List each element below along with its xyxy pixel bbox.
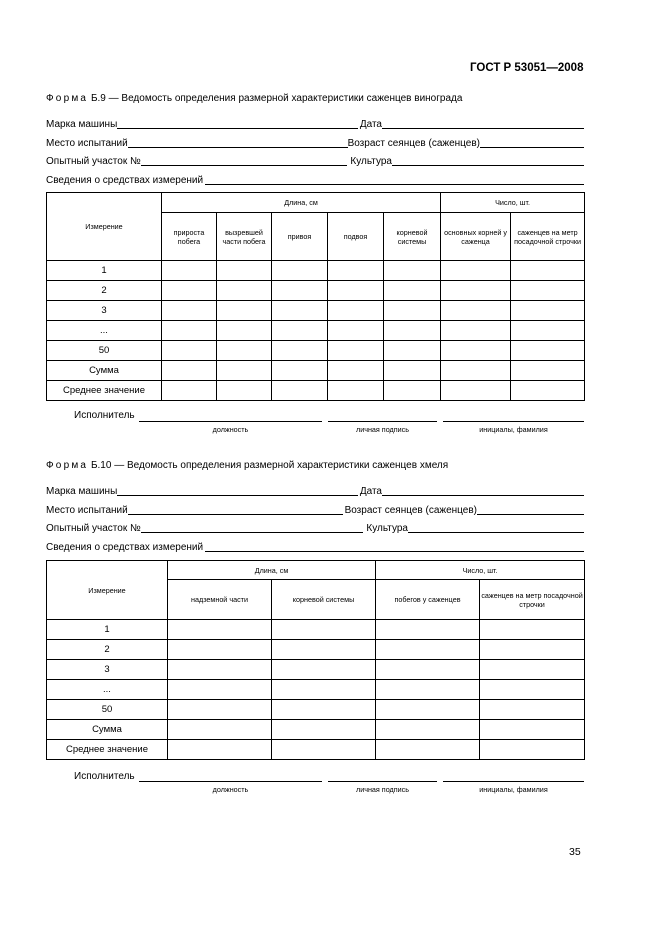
table-row	[47, 361, 585, 381]
table-cell[interactable]	[162, 281, 217, 301]
row-label: 1	[47, 620, 168, 640]
table-cell[interactable]	[162, 261, 217, 281]
table-cell[interactable]	[384, 281, 441, 301]
table-cell[interactable]	[480, 700, 585, 720]
table-cell[interactable]	[272, 620, 376, 640]
table-row	[47, 620, 585, 640]
row-label: 50	[47, 700, 168, 720]
crop-input-line[interactable]	[408, 532, 584, 533]
plot-field[interactable]: Опытный участок № Культура	[46, 152, 584, 168]
caption-signature: личная подпись	[356, 425, 409, 434]
table-cell[interactable]	[328, 281, 384, 301]
row-label: 2	[47, 281, 162, 301]
place-input-line[interactable]	[128, 514, 343, 515]
form-prefix: Форма	[46, 460, 89, 471]
table-cell[interactable]	[272, 640, 376, 660]
instruments-input-line[interactable]	[205, 184, 584, 185]
table-row	[47, 281, 585, 301]
place-field[interactable]: Место испытаний Возраст сеянцев (саженцев)	[46, 134, 584, 150]
row-label: 1	[47, 261, 162, 281]
table-cell[interactable]	[441, 381, 511, 401]
table-cell[interactable]	[272, 301, 328, 321]
header-measurement: Измерение	[47, 193, 162, 261]
position-signature-line[interactable]	[139, 421, 322, 422]
row-label: ...	[47, 321, 162, 341]
caption-position: должность	[212, 785, 249, 794]
table-cell[interactable]	[376, 700, 480, 720]
age-input-line[interactable]	[477, 514, 584, 515]
table-cell[interactable]	[376, 660, 480, 680]
table-row	[47, 321, 585, 341]
table-cell[interactable]	[441, 321, 511, 341]
date-input-line[interactable]	[382, 495, 584, 496]
table-cell[interactable]	[328, 321, 384, 341]
caption-position: должность	[212, 425, 249, 434]
place-input-line[interactable]	[128, 147, 348, 148]
table-cell[interactable]	[272, 720, 376, 740]
table-cell[interactable]	[168, 640, 272, 660]
plot-input-line[interactable]	[141, 165, 348, 166]
table-cell[interactable]	[511, 281, 585, 301]
table-cell[interactable]	[168, 700, 272, 720]
table-cell[interactable]	[217, 281, 272, 301]
header-seedlings-per-meter: саженцев на метр посадочной строчки	[511, 213, 585, 261]
header-length-group: Длина, см	[168, 561, 376, 580]
header-scion: привоя	[272, 213, 328, 261]
personal-signature-line[interactable]	[328, 781, 437, 782]
name-signature-line[interactable]	[443, 781, 584, 782]
table-cell[interactable]	[272, 341, 328, 361]
table-cell[interactable]	[511, 361, 585, 381]
header-root-system: корневой системы	[384, 213, 441, 261]
table-cell[interactable]	[272, 381, 328, 401]
page-number: 35	[569, 846, 581, 858]
table-cell[interactable]	[272, 361, 328, 381]
instruments-input-line[interactable]	[205, 551, 584, 552]
table-cell[interactable]	[480, 680, 585, 700]
row-label: Сумма	[47, 361, 162, 381]
table-cell[interactable]	[384, 381, 441, 401]
table-cell[interactable]	[162, 361, 217, 381]
header-length-group: Длина, см	[162, 193, 441, 213]
row-label: 3	[47, 660, 168, 680]
table-cell[interactable]	[168, 660, 272, 680]
table-cell[interactable]	[162, 341, 217, 361]
table-cell[interactable]	[328, 261, 384, 281]
machine-field[interactable]: Марка машины Дата	[46, 115, 584, 131]
table-cell[interactable]	[328, 301, 384, 321]
name-signature-line[interactable]	[443, 421, 584, 422]
table-cell[interactable]	[441, 301, 511, 321]
table-cell[interactable]	[162, 301, 217, 321]
table-cell[interactable]	[217, 261, 272, 281]
table-cell[interactable]	[328, 361, 384, 381]
table-cell[interactable]	[384, 261, 441, 281]
table-cell[interactable]	[168, 680, 272, 700]
table-cell[interactable]	[328, 341, 384, 361]
row-label: 2	[47, 640, 168, 660]
form-title-text: Б.9 — Ведомость определения размерной характеристики саженцев винограда	[88, 93, 463, 104]
table-cell[interactable]	[511, 261, 585, 281]
personal-signature-line[interactable]	[328, 421, 437, 422]
row-label: ...	[47, 680, 168, 700]
table-cell[interactable]	[441, 341, 511, 361]
header-measurement: Измерение	[47, 561, 168, 620]
table-cell[interactable]	[217, 341, 272, 361]
machine-input-line[interactable]	[117, 128, 358, 129]
date-input-line[interactable]	[382, 128, 584, 129]
table-cell[interactable]	[480, 720, 585, 740]
table-cell[interactable]	[376, 680, 480, 700]
table-cell[interactable]	[480, 740, 585, 760]
table-cell[interactable]	[480, 640, 585, 660]
table-cell[interactable]	[217, 361, 272, 381]
table-cell[interactable]	[328, 381, 384, 401]
form-prefix: Форма	[46, 93, 89, 104]
table-cell[interactable]	[376, 620, 480, 640]
form-b10-signature-label: Исполнитель	[74, 771, 135, 782]
table-row	[47, 301, 585, 321]
table-cell[interactable]	[441, 281, 511, 301]
table-cell[interactable]	[162, 381, 217, 401]
table-cell[interactable]	[168, 620, 272, 640]
table-cell[interactable]	[272, 281, 328, 301]
row-label: Среднее значение	[47, 740, 168, 760]
table-cell[interactable]	[272, 321, 328, 341]
table-cell[interactable]	[480, 620, 585, 640]
header-main-roots: основных корней у саженца	[441, 213, 511, 261]
table-cell[interactable]	[162, 321, 217, 341]
instruments-field[interactable]: Сведения о средствах измерений	[46, 171, 584, 187]
header-rootstock: подвоя	[328, 213, 384, 261]
table-cell[interactable]	[217, 321, 272, 341]
table-row	[47, 261, 585, 281]
header-count-group: Число, шт.	[376, 561, 585, 580]
table-cell[interactable]	[441, 261, 511, 281]
machine-field[interactable]: Марка машины Дата	[46, 482, 584, 498]
table-row	[47, 700, 585, 720]
row-label: 3	[47, 301, 162, 321]
plot-field[interactable]: Опытный участок № Культура	[46, 519, 584, 535]
crop-input-line[interactable]	[392, 165, 584, 166]
table-row	[47, 660, 585, 680]
form-b10-title	[46, 460, 448, 471]
table-cell[interactable]	[168, 740, 272, 760]
table-cell[interactable]	[384, 301, 441, 321]
caption-name: инициалы, фамилия	[479, 785, 548, 794]
table-cell[interactable]	[511, 321, 585, 341]
table-row	[47, 341, 585, 361]
table-row	[47, 640, 585, 660]
table-row	[47, 740, 585, 760]
document-id: ГОСТ Р 53051—2008	[470, 62, 584, 74]
table-cell[interactable]	[511, 341, 585, 361]
table-cell[interactable]	[384, 361, 441, 381]
table-cell[interactable]	[376, 640, 480, 660]
table-cell[interactable]	[272, 680, 376, 700]
form-b9-signature-label: Исполнитель	[74, 410, 135, 421]
form-b9-title	[46, 93, 462, 104]
table-row	[47, 680, 585, 700]
position-signature-line[interactable]	[139, 781, 322, 782]
table-cell[interactable]	[376, 720, 480, 740]
row-label: 50	[47, 341, 162, 361]
form-title-text: Б.10 — Ведомость определения размерной характеристики саженцев хмеля	[88, 460, 449, 471]
header-shoots-per-seedling: побегов у саженцев	[376, 580, 480, 620]
header-shoot-growth: прироста побега	[162, 213, 217, 261]
age-input-line[interactable]	[480, 147, 584, 148]
row-label: Среднее значение	[47, 381, 162, 401]
machine-input-line[interactable]	[117, 495, 358, 496]
table-cell[interactable]	[217, 301, 272, 321]
plot-input-line[interactable]	[141, 532, 364, 533]
header-mature-shoot: вызревшей части побега	[217, 213, 272, 261]
table-cell[interactable]	[272, 261, 328, 281]
header-count-group: Число, шт.	[441, 193, 585, 213]
table-cell[interactable]	[441, 361, 511, 381]
caption-name: инициалы, фамилия	[479, 425, 548, 434]
instruments-field[interactable]: Сведения о средствах измерений	[46, 538, 584, 554]
table-cell[interactable]	[376, 740, 480, 760]
table-cell[interactable]	[511, 301, 585, 321]
table-cell[interactable]	[511, 381, 585, 401]
form-b9-table	[46, 192, 585, 401]
table-row	[47, 381, 585, 401]
place-field[interactable]: Место испытаний Возраст сеянцев (саженцев)	[46, 501, 584, 517]
table-row	[47, 720, 585, 740]
header-root-system: корневой системы	[272, 580, 376, 620]
table-cell[interactable]	[480, 660, 585, 680]
table-cell[interactable]	[272, 660, 376, 680]
table-cell[interactable]	[272, 740, 376, 760]
table-cell[interactable]	[217, 381, 272, 401]
form-b10-table	[46, 560, 585, 760]
table-cell[interactable]	[384, 341, 441, 361]
header-aboveground-part: надземной части	[168, 580, 272, 620]
table-cell[interactable]	[272, 700, 376, 720]
table-cell[interactable]	[384, 321, 441, 341]
table-cell[interactable]	[168, 720, 272, 740]
row-label: Сумма	[47, 720, 168, 740]
header-seedlings-per-meter: саженцев на метр посадочной строчки	[480, 580, 585, 620]
caption-signature: личная подпись	[356, 785, 409, 794]
